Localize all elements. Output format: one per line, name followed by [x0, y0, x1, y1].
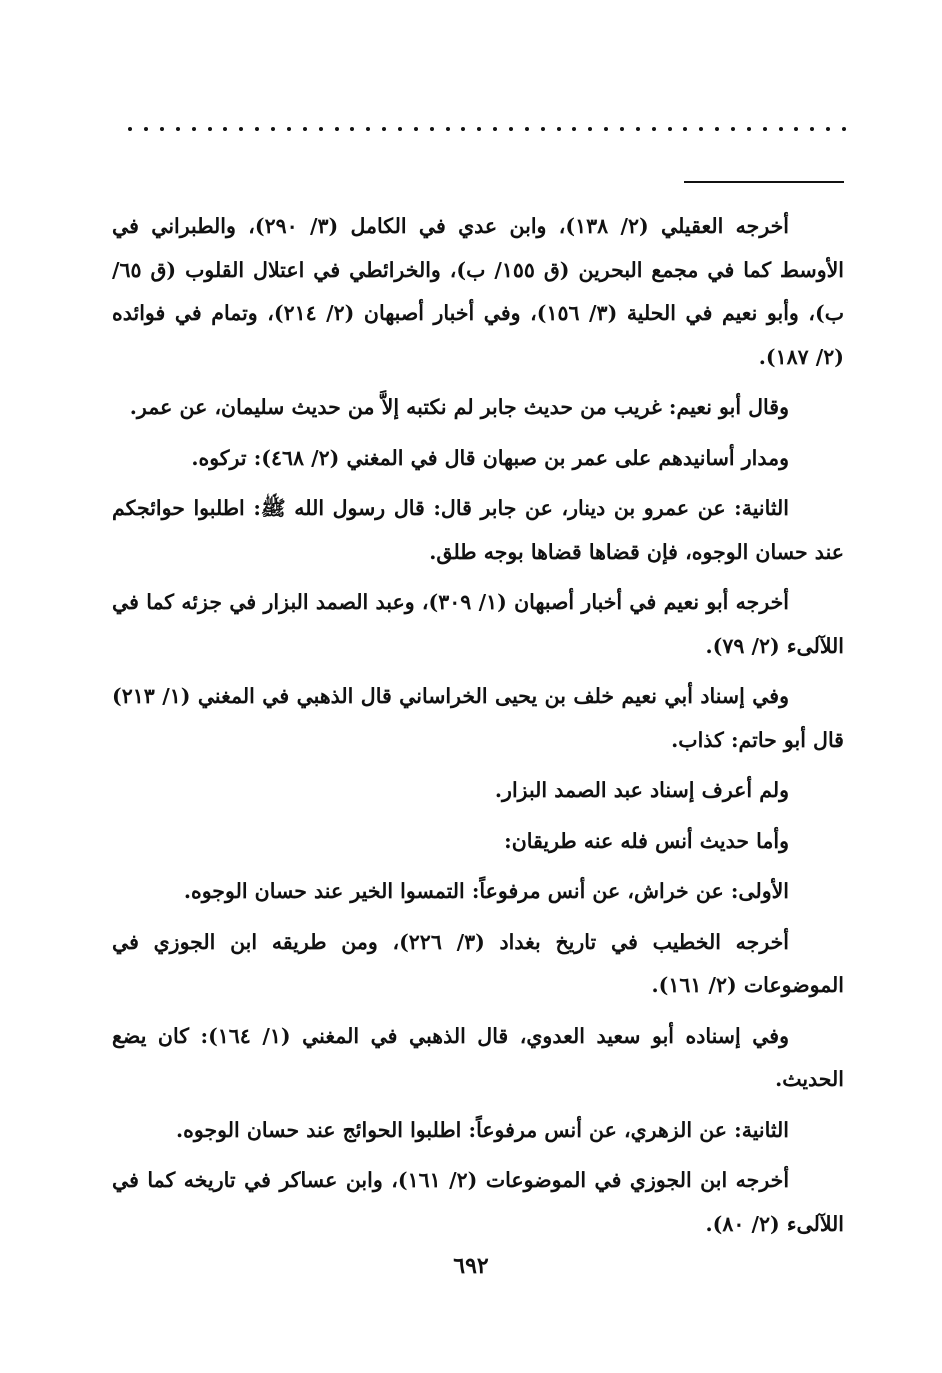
paragraph-text: وفي إسناد أبي نعيم خلف بن يحيى الخراساني قال الذهبي في المغني (١/ ٢١٣) قال أبو حاتم: كذاب. [112, 684, 844, 752]
separator-dot [572, 127, 576, 131]
paragraph [112, 870, 844, 914]
separator-dot [287, 127, 291, 131]
separator-dot [731, 127, 735, 131]
footnote-text [112, 205, 844, 1253]
paragraph [112, 921, 844, 1008]
paragraph-text: عن الزهري، عن أنس مرفوعاً: اطلبوا الحوائج عند حسان الوجوه. [176, 1117, 735, 1142]
paragraph-text: عن خراش، عن أنس مرفوعاً: التمسوا الخير عند حسان الوجوه. [183, 879, 731, 903]
paragraph [112, 386, 844, 430]
paragraph-text: أخرجه الخطيب في تاريخ بغداد (٣/ ٢٢٦)، ومن طريقه ابن الجوزي في الموضوعات (٢/ ١٦١). [112, 929, 844, 997]
separator-dot [446, 127, 450, 131]
paragraph-text: وقال أبو نعيم: غريب من حديث جابر لم نكتبه إلاَّ من حديث سليمان، عن عمر. [129, 395, 789, 419]
separator-dot [350, 127, 354, 131]
paragraph [112, 820, 844, 864]
separator-dot [493, 127, 497, 131]
separator-dot [620, 127, 624, 131]
separator-dot [477, 127, 481, 131]
separator-dot [826, 127, 830, 131]
separator-dot [430, 127, 434, 131]
separator-dot [335, 127, 339, 131]
paragraph [112, 1109, 844, 1153]
paragraph-lead: الثانية: [734, 496, 789, 520]
separator-dot [810, 127, 814, 131]
separator-dot [763, 127, 767, 131]
paragraph [112, 769, 844, 813]
separator-dot [303, 127, 307, 131]
paragraph-text: عن عمرو بن دينار، عن جابر قال: قال رسول الله ﷺ: اطلبوا حوائجكم عند حسان الوجوه، فإن قضاها قضاها بوجه طلق. [112, 496, 844, 564]
separator-dot [398, 127, 402, 131]
paragraph-text: ولم أعرف إسناد عبد الصمد البزار. [494, 778, 789, 802]
separator-dot [319, 127, 323, 131]
paragraph [112, 675, 844, 762]
separator-dot [699, 127, 703, 131]
separator-dot [509, 127, 513, 131]
separator-dot [541, 127, 545, 131]
paragraph [112, 1015, 844, 1102]
page-number: ٦٩٢ [453, 1253, 489, 1279]
paragraph-text: أخرجه أبو نعيم في أخبار أصبهان (١/ ٣٠٩)، وعبد الصمد البزار في جزئه كما في اللآلىء (٢/ ٧٩). [112, 590, 844, 658]
separator-dot [652, 127, 656, 131]
separator-dot [208, 127, 212, 131]
separator-dot [223, 127, 227, 131]
separator-dot [779, 127, 783, 131]
paragraph-lead: الثانية: [734, 1117, 789, 1142]
separator-dot [382, 127, 386, 131]
paragraph-text: وأما حديث أنس فله عنه طريقان: [504, 828, 789, 853]
separator-dot [239, 127, 243, 131]
separator-dot [271, 127, 275, 131]
separator-dot [160, 127, 164, 131]
separator-dot [636, 127, 640, 131]
paragraph [112, 1159, 844, 1246]
separator-dot [668, 127, 672, 131]
separator-dot [842, 127, 846, 131]
separator-dot [461, 127, 465, 131]
paragraph-text: وفي إسناده أبو سعيد العدوي، قال الذهبي في المغني (١/ ١٦٤): كان يضع الحديث. [112, 1023, 844, 1091]
separator-dot [557, 127, 561, 131]
separator-dot [144, 127, 148, 131]
paragraph-text: أخرجه العقيلي (٢/ ١٣٨)، وابن عدي في الكامل (٣/ ٢٩٠)، والطبراني في الأوسط كما في مجمع البحرين (ق ١٥٥/ ب)، والخرائطي في اعتلال القلوب (ق ٦٥/ ب)، وأبو نعيم في الحلية (٣/ ١٥٦)، وفي أخبار أصبهان (٢/ ٢١٤)، وتمام في فوائده (٢/ ١٨٧). [112, 214, 844, 369]
dotted-separator [128, 119, 846, 139]
paragraph-lead: الأولى: [730, 879, 789, 903]
separator-dot [683, 127, 687, 131]
footnote-rule [684, 181, 844, 183]
separator-dot [715, 127, 719, 131]
separator-dot [604, 127, 608, 131]
separator-dot [588, 127, 592, 131]
paragraph [112, 581, 844, 668]
separator-dot [192, 127, 196, 131]
separator-dot [794, 127, 798, 131]
paragraph [112, 205, 844, 379]
separator-dot [747, 127, 751, 131]
separator-dot [176, 127, 180, 131]
paragraph-text: ومدار أسانيدهم على عمر بن صبهان قال في المغني (٢/ ٤٦٨): تركوه. [191, 445, 789, 470]
paragraph-text: أخرجه ابن الجوزي في الموضوعات (٢/ ١٦١)، وابن عساكر في تاريخه كما في اللآلىء (٢/ ٨٠). [112, 1168, 844, 1236]
separator-dot [414, 127, 418, 131]
separator-dot [525, 127, 529, 131]
paragraph [112, 487, 844, 574]
separator-dot [128, 127, 132, 131]
separator-dot [255, 127, 259, 131]
paragraph [112, 437, 844, 481]
separator-dot [366, 127, 370, 131]
